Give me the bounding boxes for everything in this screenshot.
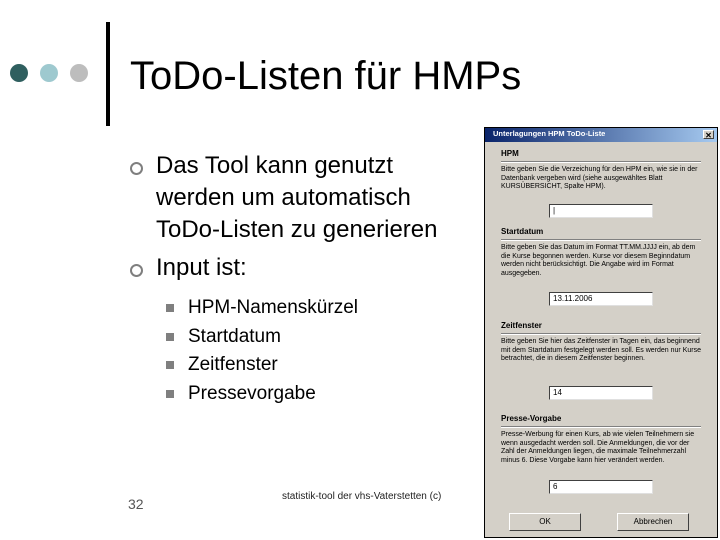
sub-bullet-text: Zeitfenster — [188, 354, 278, 375]
bullet-item — [130, 252, 470, 284]
dot-dark — [10, 64, 28, 82]
section-text-pressevorgabe: Presse-Werbung für einen Kurs, ab wie vielen Teilnehmern sie wenn ausgedacht werden soll. Die Anmeldungen, die vor der Zahl der Anmeldungen liegen, die maximale Teilnehmerzahl minus 6. Diese Vorgabe kann hier verändert werden. — [501, 431, 695, 465]
sub-bullet-text: Pressevorgabe — [188, 382, 316, 404]
sub-bullet-text: Startdatum — [188, 325, 281, 347]
bullet-item — [130, 150, 470, 246]
dot-light — [70, 64, 88, 82]
section-text-zeitfenster: Bitte geben Sie hier das Zeitfenster in Tagen ein, das beginnend mit dem Startdatum festgelegt werden soll. Es werden nur Kurse betrachtet, die in diesem Zeitfenster beginnen. — [501, 338, 701, 363]
section-text-startdatum: Bitte geben Sie das Datum im Format TT.MM.JJJJ ein, ab dem die Kurse begonnen werden. Kurse vor diesem Beginndatum werden nicht berücksichtigt. Die Angabe wird im Format ausgegeben. — [501, 244, 696, 278]
ok-button[interactable]: OK — [509, 513, 581, 531]
close-icon[interactable]: ✕ — [703, 130, 714, 139]
bullet-text: Das Tool kann genutzt werden um automatisch ToDo-Listen zu generieren — [156, 152, 438, 243]
square-bullet-icon — [166, 390, 174, 398]
square-bullet-icon — [166, 361, 174, 369]
sub-bullet-list — [162, 294, 470, 408]
sub-bullet-item — [162, 323, 470, 352]
divider — [501, 161, 701, 163]
slide-title: ToDo-Listen für HMPs — [130, 54, 522, 98]
zeitfenster-input[interactable]: 14 — [549, 386, 653, 400]
divider — [501, 426, 701, 428]
sub-bullet-item — [162, 351, 470, 380]
section-heading-startdatum: Startdatum — [501, 227, 544, 236]
dialog-title: Unterlagungen HPM ToDo-Liste — [493, 129, 606, 138]
square-bullet-icon — [166, 333, 174, 341]
divider — [501, 333, 701, 335]
section-heading-hpm: HPM — [501, 149, 519, 158]
decorative-dots — [10, 64, 100, 84]
sub-bullet-item — [162, 380, 470, 409]
divider — [501, 239, 701, 241]
startdatum-input[interactable]: 13.11.2006 — [549, 292, 653, 306]
pressevorgabe-input[interactable]: 6 — [549, 480, 653, 494]
cancel-button[interactable]: Abbrechen — [617, 513, 689, 531]
title-divider — [106, 22, 110, 126]
dot-mid — [40, 64, 58, 82]
sub-bullet-text: HPM-Namenskürzel — [188, 297, 358, 318]
ring-bullet-icon — [130, 264, 143, 277]
sub-bullet-item — [162, 294, 470, 323]
section-heading-pressevorgabe: Presse-Vorgabe — [501, 414, 562, 423]
page-number: 32 — [128, 496, 144, 512]
section-text-hpm: Bitte geben Sie die Verzeichung für den HPM ein, wie sie in der Datenbank vergeben wird (siehe ausgewähltes Blatt KURSÜBERSICHT, Spalte HPM). — [501, 166, 698, 191]
bullet-text: Input ist: — [156, 254, 247, 281]
section-heading-zeitfenster: Zeitfenster — [501, 321, 542, 330]
todo-dialog — [484, 127, 718, 538]
dialog-titlebar — [485, 128, 717, 142]
bullet-list — [130, 150, 470, 408]
slide-footer: statistik-tool der vhs-Vaterstetten (c) — [282, 491, 442, 502]
square-bullet-icon — [166, 304, 174, 312]
hpm-input[interactable]: | — [549, 204, 653, 218]
ring-bullet-icon — [130, 162, 143, 175]
